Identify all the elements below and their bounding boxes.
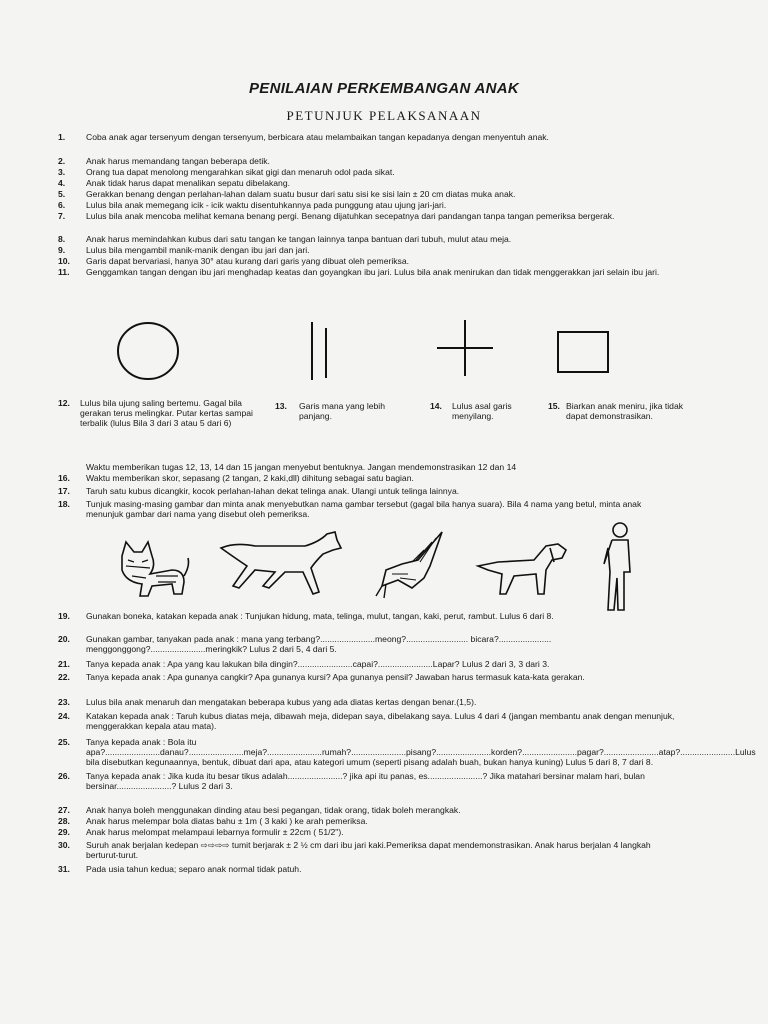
item-text: Tanya kepada anak : Apa gunanya cangkir? Apa gunanya kursi? Apa gunanya pensil? Jawaban harus termasuk kata-kata gerakan. [86, 672, 585, 682]
parallel-lines-figure [300, 318, 340, 384]
item-number: 5. [58, 189, 66, 199]
item-text: Anak tidak harus dapat menalikan sepatu dibelakang. [86, 178, 291, 188]
note-12-15: Waktu memberikan tugas 12, 13, 14 dan 15 jangan menyebut bentuknya. Jangan mendemonstrasikan 12 dan 14 [86, 462, 517, 472]
cat-illustration [112, 536, 192, 600]
item-number: 15. [548, 401, 560, 411]
item-number: 1. [58, 132, 66, 142]
item-number: 18. [58, 499, 70, 509]
circle-figure [115, 320, 181, 382]
item-text: Gunakan boneka, katakan kepada anak : Tunjukan hidung, mata, telinga, mulut, tangan, kaki, perut, rambut. Lulus 6 dari 8. [86, 611, 554, 621]
document-subtitle: PETUNJUK PELAKSANAAN [286, 108, 482, 123]
item-number: 16. [58, 473, 70, 483]
item-number: 10. [58, 256, 70, 266]
item-text: Waktu memberikan skor, sepasang (2 tangan, 2 kaki,dll) dihitung sebagai satu bagian. [86, 473, 414, 483]
horse-illustration [215, 528, 345, 600]
item-text: Coba anak agar tersenyum dengan tersenyum, berbicara atau melambaikan tangan kepadanya dengan menyentuh anak. [86, 132, 549, 142]
item-text: Anak harus melompat melampaui lebarnya formulir ± 22cm ( 51/2"). [86, 827, 344, 837]
item-number: 13. [275, 401, 287, 411]
item-number: 24. [58, 711, 70, 721]
bird-illustration [372, 530, 452, 602]
item-number: 30. [58, 840, 70, 850]
item-number: 11. [58, 267, 70, 277]
item-number: 14. [430, 401, 442, 411]
document-title: PENILAIAN PERKEMBANGAN ANAK [248, 80, 520, 97]
item-text: Anak hanya boleh menggunakan dinding atau besi pegangan, tidak orang, tidak boleh merangkak. [86, 805, 461, 815]
item-text: Garis mana yang lebih panjang. [299, 401, 385, 422]
item-text: Biarkan anak meniru, jika tidak dapat demonstrasikan. [566, 401, 684, 422]
item-text: Lulus bila ujung saling bertemu. Gagal bila gerakan terus melingkar. Putar kertas sampai terbalik (lulus Bila 3 dari 3 atau 5 dari 6) [80, 398, 253, 429]
item-number: 22. [58, 672, 70, 682]
item-text: Tanya kepada anak : Jika kuda itu besar tikus adalah.......................? jika api itu panas, es.......................? Jika matahari bersinar malam hari, bulan bersinar.......................? Lulus 2 dari 3. [86, 771, 645, 792]
item-number: 31. [58, 864, 70, 874]
item-number: 28. [58, 816, 70, 826]
item-number: 20. [58, 634, 70, 644]
item-number: 9. [58, 245, 66, 255]
square-figure [556, 330, 612, 376]
item-number: 3. [58, 167, 66, 177]
item-number: 19. [58, 611, 70, 621]
item-number: 25. [58, 737, 70, 747]
cross-figure [433, 316, 497, 380]
man-illustration [600, 520, 636, 616]
item-text: Anak harus melempar bola diatas bahu ± 1m ( 3 kaki ) ke arah pemeriksa. [86, 816, 368, 826]
item-text: Lulus bila mengambil manik-manik dengan ibu jari dan jari. [86, 245, 310, 255]
item-number: 7. [58, 211, 66, 221]
item-text: Gunakan gambar, tanyakan pada anak : mana yang terbang?.......................meong?.......................... bicara?...................... menggonggong?.......................meringkik? Lulus 2 dari 5, 4 dari 5. [86, 634, 552, 655]
item-number: 21. [58, 659, 70, 669]
item-text: Anak harus memandang tangan beberapa detik. [86, 156, 270, 166]
item-number: 23. [58, 697, 70, 707]
item-number: 12. [58, 398, 70, 408]
item-number: 27. [58, 805, 70, 815]
item-text: Lulus asal garis menyilang. [452, 401, 512, 422]
item-text: Tanya kepada anak : Apa yang kau lakukan bila dingin?.......................capai?.......................Lapar? Lulus 2 dari 3, 3 dari 3. [86, 659, 550, 669]
item-text: Tunjuk masing-masing gambar dan minta anak menyebutkan nama gambar tersebut (gagal bila hanya suara). Bila 4 nama yang betul, minta anak menunjuk gambar dari nama yang disebut oleh pemeriksa. [86, 499, 642, 520]
item-number: 8. [58, 234, 66, 244]
item-number: 2. [58, 156, 66, 166]
item-number: 17. [58, 486, 70, 496]
item-text: Orang tua dapat menolong mengarahkan sikat gigi dan menaruh odol pada sikat. [86, 167, 395, 177]
item-text: Taruh satu kubus dicangkir, kocok perlahan-lahan dekat telinga anak. Ulangi untuk telinga lainnya. [86, 486, 460, 496]
item-number: 6. [58, 200, 66, 210]
item-text: Lulus bila anak memegang icik - icik waktu disentuhkannya pada punggung atau ujung jari-jari. [86, 200, 447, 210]
item-text: Tanya kepada anak : Bola itu apa?.......................danau?.......................meja?.......................rumah?.......................pisang?.......................korden?.......................pagar?.......................atap?.......................Lulus bila disebutkan kegunaannya, bentuk, dibuat dari apa, atau kategori umum (seperti pisang adalah buah, bukan hanya kuning) Lulus 5 dari 8, 7 dari 8. [86, 737, 756, 768]
item-number: 26. [58, 771, 70, 781]
item-text: Lulus bila anak mencoba melihat kemana benang pergi. Benang dijatuhkan secepatnya dari pandangan tanpa tangan pemeriksa bergerak. [86, 211, 615, 221]
item-text: Suruh anak berjalan kedepan ⇨⇨⇨⇨ tumit berjarak ± 2 ½ cm dari ibu jari kaki.Pemeriksa dapat mendemonstrasikan. Anak harus berjalan 4 langkah berturut-turut. [86, 840, 651, 861]
item-text: Pada usia tahun kedua; separo anak normal tidak patuh. [86, 864, 302, 874]
dog-illustration [474, 536, 574, 600]
item-text: Genggamkan tangan dengan ibu jari menghadap keatas dan goyangkan ibu jari. Lulus bila anak menirukan dan tidak menggerakkan jari selain ibu jari. [86, 267, 660, 277]
item-text: Lulus bila anak menaruh dan mengatakan beberapa kubus yang ada diatas kertas dengan benar.(1,5). [86, 697, 477, 707]
item-number: 4. [58, 178, 66, 188]
item-text: Katakan kepada anak : Taruh kubus diatas meja, dibawah meja, didepan saya, dibelakang saya. Lulus 4 dari 4 (jangan membantu anak dengan menunjuk, menggerakkan kepala atau mata). [86, 711, 675, 732]
item-text: Anak harus memindahkan kubus dari satu tangan ke tangan lainnya tanpa bantuan dari tubuh, mulut atau meja. [86, 234, 512, 244]
item-number: 29. [58, 827, 70, 837]
item-text: Garis dapat bervariasi, hanya 30° atau kurang dari garis yang dibuat oleh pemeriksa. [86, 256, 410, 266]
item-text: Gerakkan benang dengan perlahan-lahan dalam suatu busur dari satu sisi ke sisi lain ± 20 cm diatas muka anak. [86, 189, 516, 199]
